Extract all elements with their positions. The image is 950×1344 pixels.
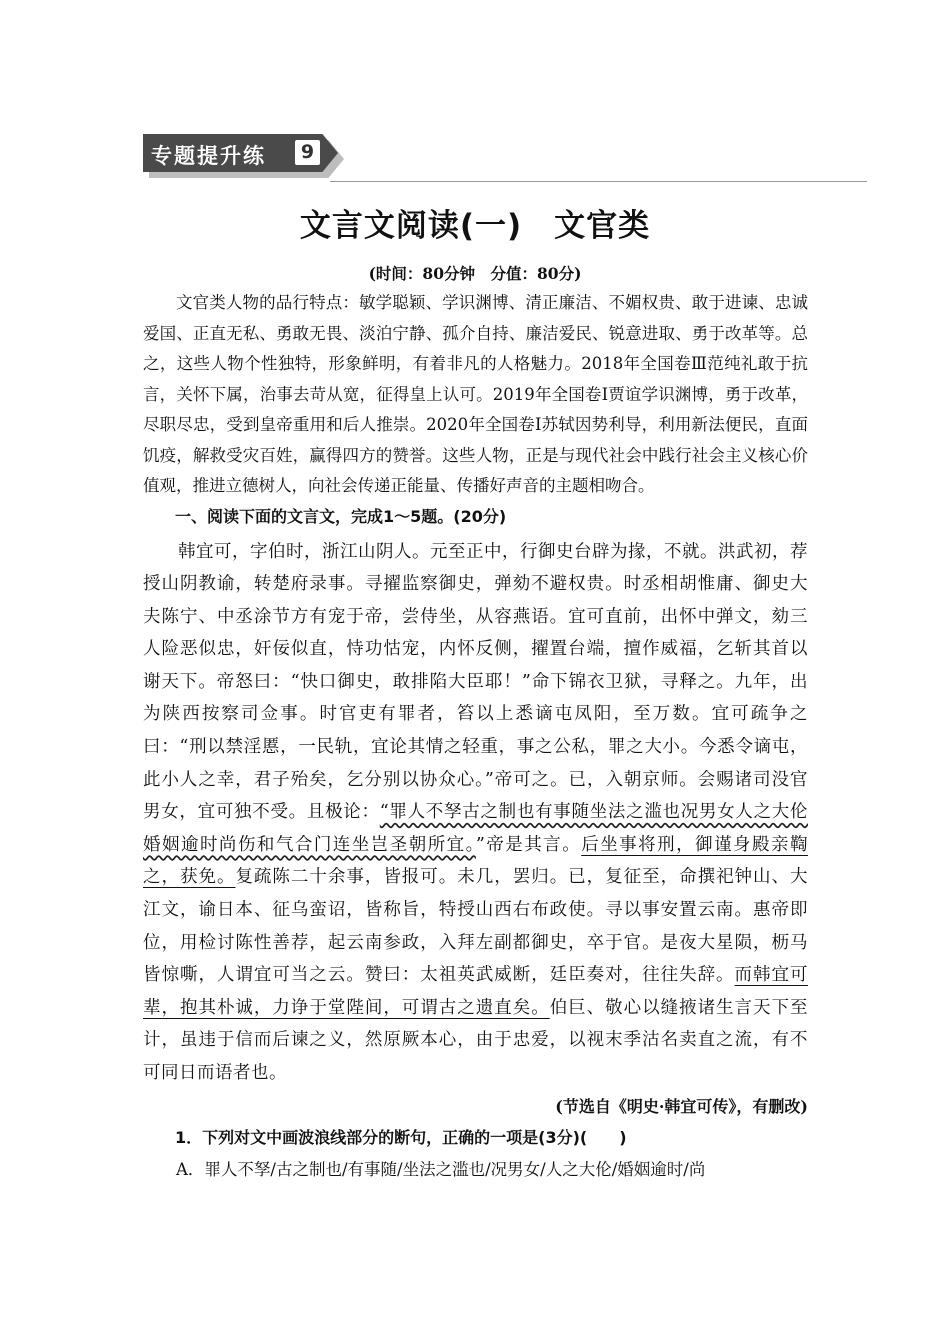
banner-label: 专题提升练 — [151, 144, 266, 168]
source-citation: (节选自《明史·韩宜可传》，有删改) — [555, 1096, 808, 1116]
intro-paragraph: 文官类人物的品行特点：敏学聪颖、学识渊博、清正廉洁、不媚权贵、敢于进谏、忠诚爱国、正直无私、勇敢无畏、淡泊宁静、孤介自持、廉洁爱民、锐意进取、勇于改革等。总之，这些人物个性独特，形象鲜明，有着非凡的人格魅力。2018年全国卷Ⅲ范纯礼敢于抗言，关怀下属，治事去苛从宽，征得皇上认可。2019年全国卷Ⅰ贾谊学识渊博，勇于改革，尽职尽忠，受到皇帝重用和后人推崇。2020年全国卷Ⅰ苏轼因势利导，利用新法便民，直面饥疫，解救受灾百姓，赢得四方的赞誉。这些人物，正是与现代社会中践行社会主义核心价值观，推进立德树人，向社会传递正能量、传播好声音的主题相吻合。 — [143, 293, 808, 495]
section-banner — [143, 134, 343, 180]
question-1: 1．下列对文中画波浪线部分的断句，正确的一项是(3分)( ) — [175, 1127, 627, 1147]
section-heading: 一、阅读下面的文言文，完成1～5题。(20分) — [175, 506, 507, 526]
time-score-info: (时间：80分钟 分值：80分) — [368, 264, 582, 283]
question-1-option-a: A．罪人不孥/古之制也/有事随/坐法之滥也/况男女/人之大伦/婚姻逾时/尚 — [176, 1159, 706, 1179]
header-rule — [330, 181, 867, 182]
classical-passage — [143, 536, 808, 1090]
passage-text-3: 复疏陈二十余事，皆报可。未几，罢归。已，复征至，命撰祀钟山、大江文，谕日本、征乌蛮诏，皆称旨，特授山西右布政使。寻以事安置云南。惠帝即位，用检讨陈性善荐，起云南参政，入拜左副都御史，卒于官。是夜大星陨，枥马皆惊嘶，人谓宜可当之云。赞曰：太祖英武威断，廷臣奏对，往往失辞。 — [143, 867, 809, 986]
underlined-sentence-1: 后坐事将刑，御谨身殿亲鞫之，获免。 — [143, 834, 808, 888]
passage-text-4: 伯巨、敬心以缝掖诸生言天下至计，虽违于信而后谏之义，然原厥本心，由于忠爱，以视末季沽名卖直之流，有不可同日而语者也。 — [143, 997, 809, 1083]
banner-number: 9 — [295, 140, 320, 165]
page-title: 文言文阅读(一) 文官类 — [299, 208, 651, 244]
wavy-underlined-text: “罪人不孥古之制也有事随坐法之滥也况男女人之大伦婚姻逾时尚伤和气合门连坐岂圣朝所宜。 — [143, 802, 809, 855]
underlined-sentence-2: 而韩宜可辈，抱其朴诚，力诤于堂陛间，可谓古之遗直矣。 — [143, 965, 809, 1018]
passage-text-2: ”帝是其言。 — [475, 834, 582, 855]
passage-text-1: 韩宜可，字伯时，浙江山阴人。元至正中，行御史台辟为掾，不就。洪武初，荐授山阴教谕，转楚府录事。寻擢监察御史，弹劾不避权贵。时丞相胡惟庸、御史大夫陈宁、中丞涂节方有宠于帝，尝侍坐，从容燕语。宜可直前，出怀中弹文，劾三人险恶似忠，奸佞似直，恃功怙宠，内怀反侧，擢置台端，擅作威福，乞斩其首以谢天下。帝怒曰：“快口御史，敢排陷大臣耶！”命下锦衣卫狱，寻释之。九年，出为陕西按察司佥事。时官吏有罪者，笞以上悉谪屯凤阳，至万数。宜可疏争之曰：“刑以禁淫慝，一民轨，宜论其情之轻重，事之公私，罪之大小。今悉令谪屯，此小人之幸，君子殆矣，乞分别以协众心。”帝可之。已，入朝京师。会赐诸司没官男女，宜可独不受。且极论： — [143, 541, 808, 823]
document-body — [143, 288, 808, 1186]
